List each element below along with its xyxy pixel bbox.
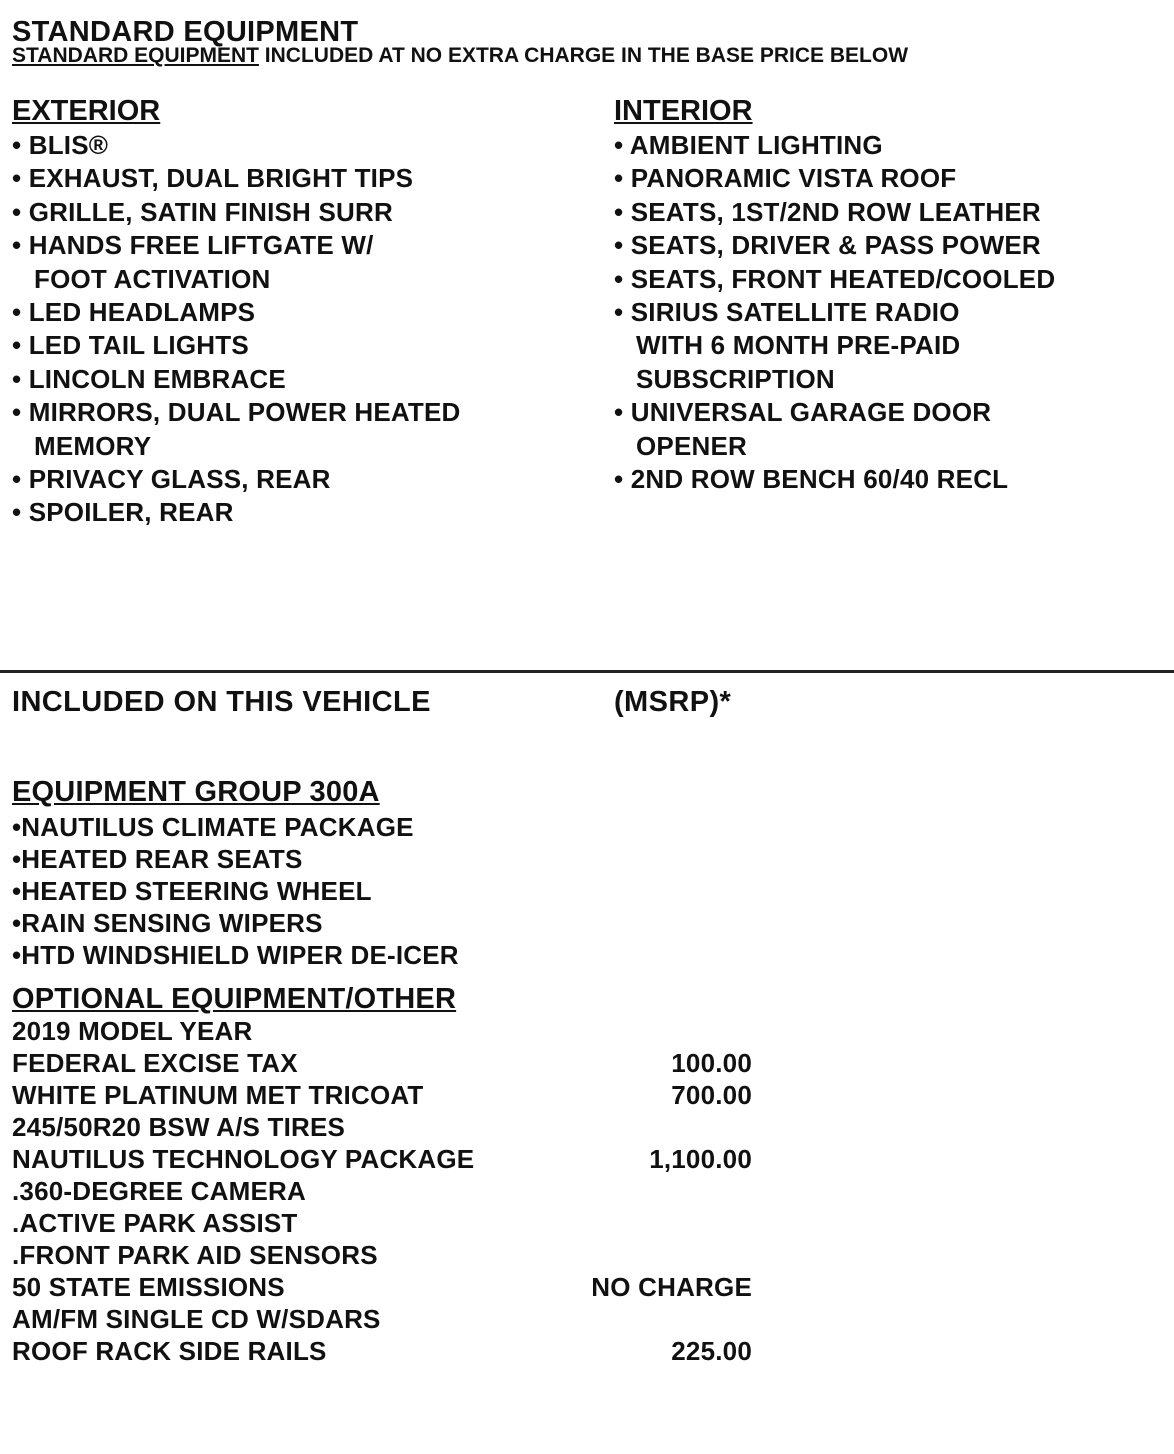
list-item: • SEATS, DRIVER & PASS POWER [614, 230, 1041, 261]
subtitle-underlined: STANDARD EQUIPMENT [12, 44, 259, 67]
table-row: 50 STATE EMISSIONS NO CHARGE [12, 1272, 752, 1302]
list-item: • HANDS FREE LIFTGATE W/ FOOT ACTIVATION [12, 230, 374, 294]
table-row: .360-DEGREE CAMERA [12, 1176, 306, 1206]
list-item: • AMBIENT LIGHTING [614, 130, 883, 160]
list-item: • MIRRORS, DUAL POWER HEATED MEMORY [12, 397, 461, 461]
equipment-group-heading: EQUIPMENT GROUP 300A [12, 776, 380, 808]
exterior-list [12, 129, 461, 530]
list-item: • PANORAMIC VISTA ROOF [614, 163, 957, 194]
list-item: • LINCOLN EMBRACE [12, 363, 286, 394]
page-subtitle [12, 45, 908, 66]
list-item: • SPOILER, REAR [12, 497, 234, 528]
list-item: •NAUTILUS CLIMATE PACKAGE [12, 812, 414, 842]
list-item: • GRILLE, SATIN FINISH SURR [12, 196, 393, 227]
section-divider [0, 670, 1174, 673]
list-item: • PRIVACY GLASS, REAR [12, 464, 331, 495]
interior-heading: INTERIOR [614, 95, 753, 127]
table-row: AM/FM SINGLE CD W/SDARS [12, 1304, 381, 1334]
list-item: • SIRIUS SATELLITE RADIO WITH 6 MONTH PRE-PAID SUBSCRIPTION [614, 297, 961, 394]
table-row: NAUTILUS TECHNOLOGY PACKAGE 1,100.00 [12, 1144, 752, 1174]
msrp-label: (MSRP)* [614, 686, 732, 718]
equipment-group-list [12, 811, 459, 971]
list-item: •HEATED STEERING WHEEL [12, 876, 372, 906]
list-item: • LED HEADLAMPS [12, 297, 256, 328]
table-row: WHITE PLATINUM MET TRICOAT 700.00 [12, 1080, 752, 1110]
table-row: ROOF RACK SIDE RAILS 225.00 [12, 1336, 752, 1366]
table-row: 2019 MODEL YEAR [12, 1016, 253, 1046]
subtitle-rest: INCLUDED AT NO EXTRA CHARGE IN THE BASE PRICE BELOW [258, 44, 909, 67]
list-item: • UNIVERSAL GARAGE DOOR OPENER [614, 397, 992, 461]
list-item: •HTD WINDSHIELD WIPER DE-ICER [12, 940, 459, 970]
included-heading: INCLUDED ON THIS VEHICLE [12, 686, 431, 718]
list-item: • SEATS, FRONT HEATED/COOLED [614, 263, 1056, 294]
list-item: • 2ND ROW BENCH 60/40 RECL [614, 464, 1009, 495]
interior-list [614, 129, 1055, 496]
optional-heading: OPTIONAL EQUIPMENT/OTHER [12, 983, 457, 1015]
list-item: •RAIN SENSING WIPERS [12, 908, 323, 938]
exterior-heading: EXTERIOR [12, 95, 161, 127]
table-row: .ACTIVE PARK ASSIST [12, 1208, 298, 1238]
list-item: • EXHAUST, DUAL BRIGHT TIPS [12, 163, 414, 194]
table-row: .FRONT PARK AID SENSORS [12, 1240, 378, 1270]
table-row: FEDERAL EXCISE TAX 100.00 [12, 1048, 752, 1078]
list-item: • SEATS, 1ST/2ND ROW LEATHER [614, 196, 1041, 227]
list-item: • LED TAIL LIGHTS [12, 330, 249, 361]
table-row: 245/50R20 BSW A/S TIRES [12, 1112, 346, 1142]
list-item: •HEATED REAR SEATS [12, 844, 303, 874]
list-item: • BLIS® [12, 130, 109, 160]
page-title: STANDARD EQUIPMENT [12, 16, 359, 48]
